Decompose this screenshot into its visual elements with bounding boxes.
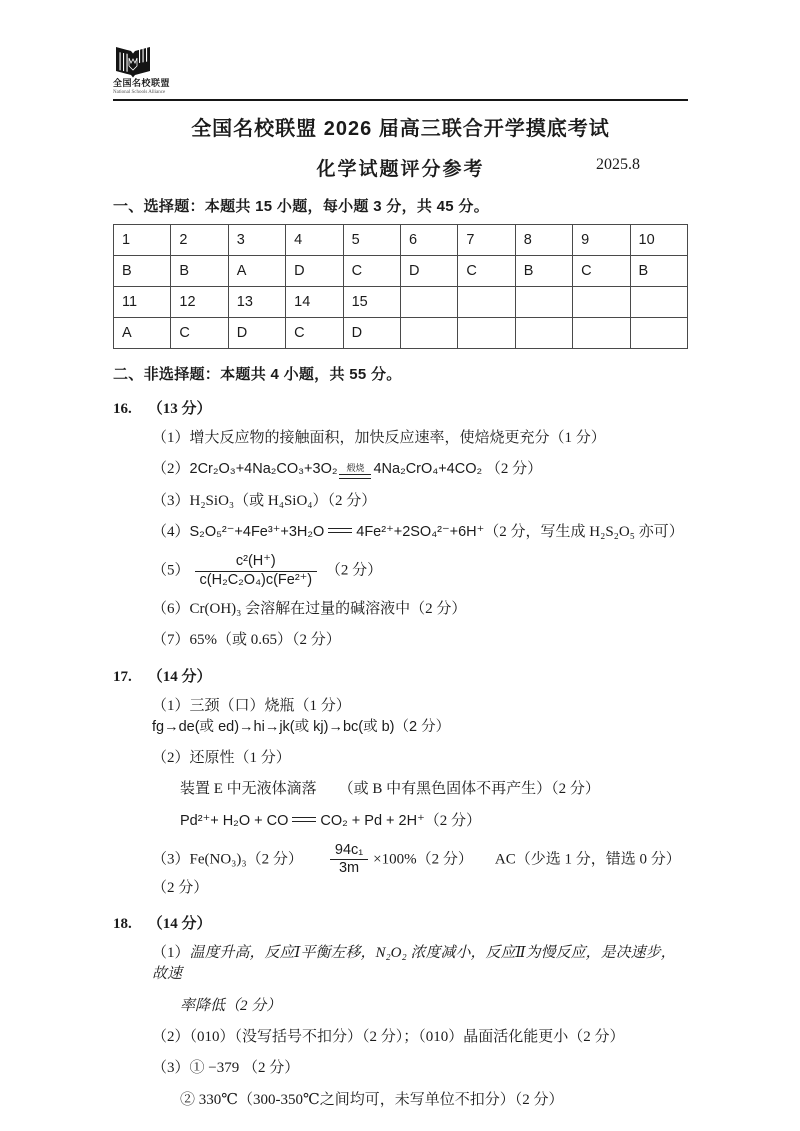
question-number-cell: 8 [515, 225, 572, 256]
answer-cell: D [286, 256, 343, 287]
item-answer: 温度升高，反应Ⅰ平衡左移，N₂O₂ 浓度减小，反应Ⅱ为慢反应，是决速步，故速 [152, 945, 676, 983]
item-label: （5） [152, 562, 190, 579]
q16-number: 16. [113, 401, 132, 417]
section1-heading: 一、选择题：本题共 15 小题，每小题 3 分，共 45 分。 [113, 198, 490, 215]
question-number-cell: 12 [171, 287, 228, 318]
q16-item-6: （6）Cr(OH)₃ 会溶解在过量的碱溶液中（2 分） [152, 600, 467, 617]
item-label: （2） [152, 461, 190, 478]
double-equals-icon [292, 817, 316, 822]
item-score: （2 分） [485, 461, 543, 478]
item-label: （4） [152, 523, 190, 540]
q18-header [113, 912, 688, 933]
answer-cell: D [400, 256, 457, 287]
question-number-cell: 11 [114, 287, 171, 318]
question-number-cell: 1 [114, 225, 171, 256]
empty-cell [400, 318, 457, 349]
expression-fraction: $\frac{\text{c²(H⁺)}}{\text{c(H₂C₂O₄)c(Fe²⁺)}}$ [195, 553, 318, 589]
question-number-cell: 5 [343, 225, 400, 256]
answer-cell: B [630, 256, 687, 287]
table-row [114, 287, 688, 318]
chem-equation-rhs: CO₂ + Pd + 2H⁺ [320, 812, 425, 829]
answer-cell: C [573, 256, 630, 287]
table-row [114, 318, 688, 349]
alliance-logo [113, 46, 177, 96]
question-number-cell: 9 [573, 225, 630, 256]
q16-score: （13 分） [147, 401, 212, 417]
q18-number: 18. [113, 916, 132, 933]
answer-cell: C [343, 256, 400, 287]
item-answer: AC（少选 1 分，错选 0 分）（2 分） [152, 851, 681, 896]
q18-item-1-line1 [152, 943, 688, 986]
empty-cell [515, 287, 572, 318]
q16-header [113, 397, 688, 418]
logo-name: 全国名校联盟 [113, 78, 171, 88]
item-answer: （3）Fe(NO₃)₃（2 分） [152, 851, 303, 868]
answer-cell: A [114, 318, 171, 349]
double-equals-icon [339, 474, 371, 479]
expression-suffix: ×100%（2 分） [373, 851, 473, 868]
answer-cell: B [114, 256, 171, 287]
empty-cell [458, 318, 515, 349]
exam-date: 2025.8 [596, 156, 640, 173]
item-note: （2 分，写生成 H₂S₂O₅ 亦可） [484, 523, 684, 540]
item-score: （2 分） [325, 562, 383, 579]
q16-item-5 [152, 553, 688, 589]
q18-item-1-line2: 率降低（2 分） [180, 997, 282, 1014]
section2-heading: 二、非选择题：本题共 4 小题，共 55 分。 [113, 366, 402, 383]
item-score: （2 分） [424, 812, 481, 829]
empty-cell [573, 287, 630, 318]
question-number-cell: 6 [400, 225, 457, 256]
table-row [114, 225, 688, 256]
empty-cell [630, 318, 687, 349]
question-number-cell: 14 [286, 287, 343, 318]
answer-table [113, 224, 688, 349]
answer-cell: A [228, 256, 285, 287]
item-label: （1） [152, 945, 190, 962]
question-number-cell: 7 [458, 225, 515, 256]
answer-cell: C [286, 318, 343, 349]
item-answer: （1）三颈（口）烧瓶（1 分） [152, 697, 351, 714]
empty-cell [400, 287, 457, 318]
book-logo-icon [113, 46, 177, 78]
header [113, 46, 688, 181]
reaction-condition: 煅烧 [339, 464, 371, 479]
answer-cell: C [458, 256, 515, 287]
q17-header [113, 665, 688, 686]
item-answer: 装置 E 中无液体滴落 [180, 781, 317, 798]
empty-cell [573, 318, 630, 349]
logo-subtext: National Schools Alliance [113, 90, 166, 95]
exam-title: 全国名校联盟 2026 届高三联合开学摸底考试 [191, 118, 610, 140]
question-number-cell: 2 [171, 225, 228, 256]
subtitle-row [113, 154, 688, 181]
double-equals-icon [328, 528, 352, 533]
question-number-cell: 4 [286, 225, 343, 256]
question-number-cell: 13 [228, 287, 285, 318]
answer-cell: B [171, 256, 228, 287]
chem-equation-rhs: 4Na₂CrO₄+4CO₂ [373, 461, 483, 478]
q17-item-1 [152, 696, 688, 739]
item-alt-answer: （或 B 中有黑色固体不再产生）（2 分） [338, 781, 600, 798]
answer-cell: D [343, 318, 400, 349]
empty-cell [515, 318, 572, 349]
empty-cell [630, 287, 687, 318]
q16-item-7: （7）65%（或 0.65）（2 分） [152, 632, 341, 649]
q16-item-4 [152, 522, 688, 543]
q16-item-1: （1）增大反应物的接触面积，加快反应速率，使焙烧更充分（1 分） [152, 430, 606, 446]
q17-item-3 [152, 842, 688, 899]
q18-score: （14 分） [147, 916, 212, 933]
q17-item-2: （2）还原性（1 分） [152, 750, 291, 767]
q18-item-3-sub2: ② 330℃（300-350℃之间均可，未写单位不扣分）（2 分） [180, 1091, 564, 1108]
q17-item-2-equation [180, 811, 688, 832]
q17-number: 17. [113, 668, 132, 685]
q18-item-3-sub1: （3）① −379 （2 分） [152, 1060, 300, 1077]
chem-equation-lhs: Pd²⁺+ H₂O + CO [180, 812, 289, 829]
header-divider [113, 99, 688, 101]
answer-cell: C [171, 318, 228, 349]
sequence-answer: fg→de(或 ed)→hi→jk(或 kj)→bc(或 b)（2 分） [152, 718, 451, 735]
answer-cell: B [515, 256, 572, 287]
chem-equation-lhs: 2Cr₂O₃+4Na₂CO₃+3O₂ [189, 461, 338, 478]
question-number-cell: 10 [630, 225, 687, 256]
expression-fraction: $\frac{\text{94c₁}}{3m}$ [330, 842, 368, 878]
answer-cell: D [228, 318, 285, 349]
empty-cell [458, 287, 515, 318]
question-number-cell: 3 [228, 225, 285, 256]
question-number-cell: 15 [343, 287, 400, 318]
q16-item-2 [152, 459, 688, 480]
chem-equation-lhs: S₂O₅²⁻+4Fe³⁺+3H₂O [189, 523, 325, 540]
q18-item-2: （2）（010）（没写括号不扣分）（2 分）；（010）晶面活化能更小（2 分） [152, 1029, 625, 1046]
q17-score: （14 分） [147, 668, 212, 685]
q16-item-3: （3）H₂SiO₃（或 H₄SiO₄）（2 分） [152, 492, 377, 509]
table-row [114, 256, 688, 287]
q17-item-2-detail [180, 779, 688, 800]
chem-equation-rhs: 4Fe²⁺+2SO₄²⁻+6H⁺ [356, 523, 485, 540]
paper-subtitle: 化学试题评分参考 [316, 159, 485, 180]
